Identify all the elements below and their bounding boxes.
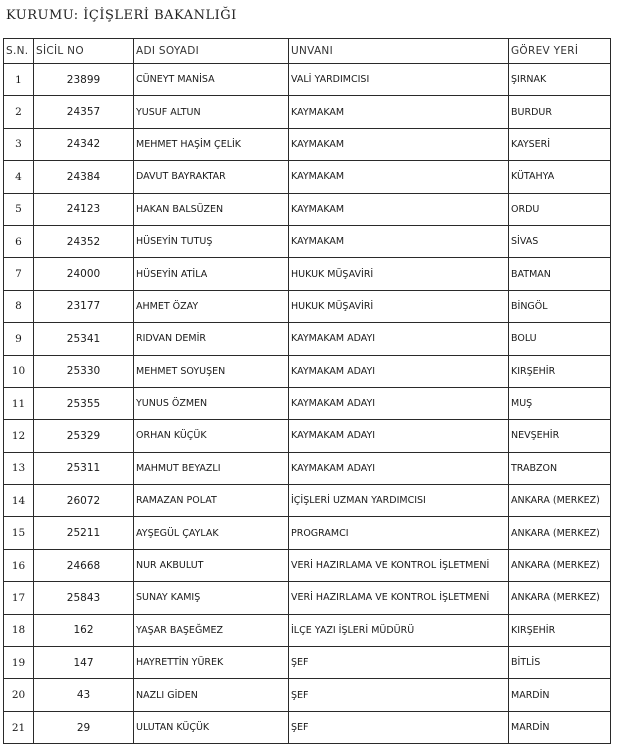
- row-number: 11: [4, 387, 34, 419]
- row-number: 10: [4, 355, 34, 387]
- table-row: [4, 161, 611, 193]
- duty-location-cell: MARDİN: [509, 679, 611, 711]
- sicil-no-cell: 24384: [34, 161, 134, 193]
- table-row: [4, 387, 611, 419]
- duty-location-cell: BURDUR: [509, 96, 611, 128]
- header-gorev-yeri: GÖREV YERİ: [509, 39, 611, 64]
- table-row: [4, 420, 611, 452]
- duty-location-cell: ORDU: [509, 193, 611, 225]
- title-cell: VERİ HAZIRLAMA VE KONTROL İŞLETMENİ: [289, 582, 509, 614]
- table-row: [4, 647, 611, 679]
- name-cell: MEHMET SOYUŞEN: [134, 355, 289, 387]
- title-cell: KAYMAKAM ADAYI: [289, 452, 509, 484]
- duty-location-cell: KIRŞEHİR: [509, 355, 611, 387]
- name-cell: MEHMET HAŞİM ÇELİK: [134, 128, 289, 160]
- name-cell: ULUTAN KÜÇÜK: [134, 711, 289, 743]
- table-header: [4, 39, 611, 64]
- sicil-no-cell: 24352: [34, 225, 134, 257]
- sicil-no-cell: 147: [34, 647, 134, 679]
- table-row: [4, 96, 611, 128]
- sicil-no-cell: 24000: [34, 258, 134, 290]
- name-cell: YUSUF ALTUN: [134, 96, 289, 128]
- name-cell: YAŞAR BAŞEĞMEZ: [134, 614, 289, 646]
- table-row: [4, 225, 611, 257]
- name-cell: HAYRETTİN YÜREK: [134, 647, 289, 679]
- sicil-no-cell: 25329: [34, 420, 134, 452]
- sicil-no-cell: 26072: [34, 485, 134, 517]
- title-cell: ŞEF: [289, 711, 509, 743]
- table-row: [4, 258, 611, 290]
- sicil-no-cell: 25355: [34, 387, 134, 419]
- title-cell: HUKUK MÜŞAVİRİ: [289, 258, 509, 290]
- title-cell: KAYMAKAM ADAYI: [289, 387, 509, 419]
- header-sn: S.N.: [4, 39, 34, 64]
- table-row: [4, 485, 611, 517]
- duty-location-cell: ANKARA (MERKEZ): [509, 517, 611, 549]
- table-row: [4, 128, 611, 160]
- table-row: [4, 193, 611, 225]
- name-cell: CÜNEYT MANİSA: [134, 64, 289, 96]
- title-cell: KAYMAKAM ADAYI: [289, 355, 509, 387]
- sicil-no-cell: 29: [34, 711, 134, 743]
- duty-location-cell: BİNGÖL: [509, 290, 611, 322]
- row-number: 5: [4, 193, 34, 225]
- table-body: [4, 64, 611, 744]
- row-number: 16: [4, 549, 34, 581]
- duty-location-cell: ANKARA (MERKEZ): [509, 485, 611, 517]
- personnel-table: [3, 38, 611, 744]
- name-cell: NUR AKBULUT: [134, 549, 289, 581]
- header-unvani: UNVANI: [289, 39, 509, 64]
- title-cell: ŞEF: [289, 679, 509, 711]
- sicil-no-cell: 25311: [34, 452, 134, 484]
- row-number: 9: [4, 323, 34, 355]
- table-row: [4, 549, 611, 581]
- name-cell: RAMAZAN POLAT: [134, 485, 289, 517]
- header-adi-soyadi: ADI SOYADI: [134, 39, 289, 64]
- table-row: [4, 679, 611, 711]
- duty-location-cell: BOLU: [509, 323, 611, 355]
- row-number: 13: [4, 452, 34, 484]
- row-number: 7: [4, 258, 34, 290]
- document-title: KURUMU: İÇİŞLERİ BAKANLIĞI: [6, 8, 237, 23]
- duty-location-cell: SİVAS: [509, 225, 611, 257]
- sicil-no-cell: 25341: [34, 323, 134, 355]
- title-cell: VERİ HAZIRLAMA VE KONTROL İŞLETMENİ: [289, 549, 509, 581]
- row-number: 19: [4, 647, 34, 679]
- name-cell: AHMET ÖZAY: [134, 290, 289, 322]
- row-number: 18: [4, 614, 34, 646]
- sicil-no-cell: 24357: [34, 96, 134, 128]
- row-number: 15: [4, 517, 34, 549]
- name-cell: RIDVAN DEMİR: [134, 323, 289, 355]
- header-row: [4, 39, 611, 64]
- sicil-no-cell: 23899: [34, 64, 134, 96]
- table-row: [4, 614, 611, 646]
- row-number: 17: [4, 582, 34, 614]
- row-number: 20: [4, 679, 34, 711]
- sicil-no-cell: 25330: [34, 355, 134, 387]
- sicil-no-cell: 24123: [34, 193, 134, 225]
- row-number: 21: [4, 711, 34, 743]
- title-cell: İLÇE YAZI İŞLERİ MÜDÜRÜ: [289, 614, 509, 646]
- name-cell: YUNUS ÖZMEN: [134, 387, 289, 419]
- name-cell: ORHAN KÜÇÜK: [134, 420, 289, 452]
- title-cell: HUKUK MÜŞAVİRİ: [289, 290, 509, 322]
- name-cell: AYŞEGÜL ÇAYLAK: [134, 517, 289, 549]
- title-cell: ŞEF: [289, 647, 509, 679]
- sicil-no-cell: 162: [34, 614, 134, 646]
- name-cell: MAHMUT BEYAZLI: [134, 452, 289, 484]
- row-number: 3: [4, 128, 34, 160]
- table-row: [4, 452, 611, 484]
- sicil-no-cell: 43: [34, 679, 134, 711]
- title-cell: KAYMAKAM: [289, 96, 509, 128]
- duty-location-cell: MARDİN: [509, 711, 611, 743]
- title-cell: KAYMAKAM ADAYI: [289, 323, 509, 355]
- duty-location-cell: BATMAN: [509, 258, 611, 290]
- title-cell: PROGRAMCI: [289, 517, 509, 549]
- name-cell: NAZLI GİDEN: [134, 679, 289, 711]
- duty-location-cell: NEVŞEHİR: [509, 420, 611, 452]
- row-number: 14: [4, 485, 34, 517]
- duty-location-cell: ŞIRNAK: [509, 64, 611, 96]
- title-cell: KAYMAKAM: [289, 161, 509, 193]
- row-number: 6: [4, 225, 34, 257]
- table-row: [4, 711, 611, 743]
- table-row: [4, 64, 611, 96]
- sicil-no-cell: 25211: [34, 517, 134, 549]
- name-cell: DAVUT BAYRAKTAR: [134, 161, 289, 193]
- sicil-no-cell: 24342: [34, 128, 134, 160]
- duty-location-cell: KÜTAHYA: [509, 161, 611, 193]
- name-cell: HAKAN BALSÜZEN: [134, 193, 289, 225]
- name-cell: SUNAY KAMIŞ: [134, 582, 289, 614]
- duty-location-cell: BİTLİS: [509, 647, 611, 679]
- row-number: 2: [4, 96, 34, 128]
- sicil-no-cell: 24668: [34, 549, 134, 581]
- header-sicil-no: SİCİL NO: [34, 39, 134, 64]
- table-row: [4, 323, 611, 355]
- table-row: [4, 582, 611, 614]
- name-cell: HÜSEYİN ATİLA: [134, 258, 289, 290]
- duty-location-cell: KIRŞEHİR: [509, 614, 611, 646]
- duty-location-cell: TRABZON: [509, 452, 611, 484]
- title-cell: KAYMAKAM: [289, 193, 509, 225]
- title-cell: KAYMAKAM ADAYI: [289, 420, 509, 452]
- table-row: [4, 517, 611, 549]
- sicil-no-cell: 23177: [34, 290, 134, 322]
- duty-location-cell: ANKARA (MERKEZ): [509, 582, 611, 614]
- title-cell: İÇİŞLERİ UZMAN YARDIMCISI: [289, 485, 509, 517]
- table-row: [4, 355, 611, 387]
- title-cell: KAYMAKAM: [289, 128, 509, 160]
- row-number: 4: [4, 161, 34, 193]
- duty-location-cell: ANKARA (MERKEZ): [509, 549, 611, 581]
- duty-location-cell: KAYSERİ: [509, 128, 611, 160]
- duty-location-cell: MUŞ: [509, 387, 611, 419]
- name-cell: HÜSEYİN TUTUŞ: [134, 225, 289, 257]
- sicil-no-cell: 25843: [34, 582, 134, 614]
- title-cell: KAYMAKAM: [289, 225, 509, 257]
- row-number: 1: [4, 64, 34, 96]
- title-cell: VALİ YARDIMCISI: [289, 64, 509, 96]
- row-number: 12: [4, 420, 34, 452]
- row-number: 8: [4, 290, 34, 322]
- table-row: [4, 290, 611, 322]
